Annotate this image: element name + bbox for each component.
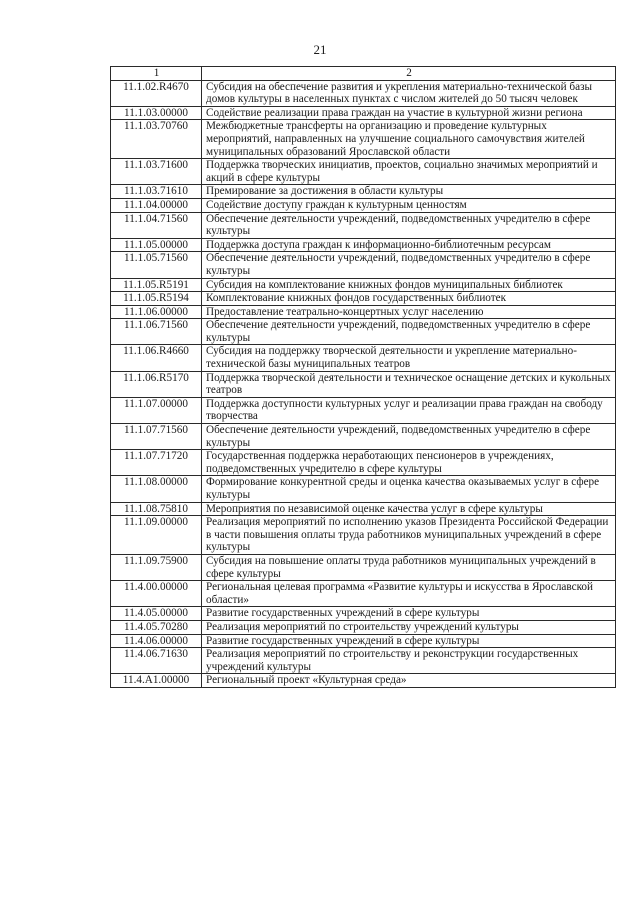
row-code: 11.4.05.70280 — [111, 620, 202, 634]
row-description: Субсидия на комплектование книжных фондов муниципальных библиотек — [202, 278, 616, 292]
table-row — [111, 502, 616, 516]
row-description: Поддержка доступа граждан к информационно-библиотечным ресурсам — [202, 238, 616, 252]
row-description: Обеспечение деятельности учреждений, подведомственных учредителю в сфере культуры — [202, 319, 616, 345]
table-row — [111, 305, 616, 319]
row-description: Субсидия на обеспечение развития и укрепления материально-технической базы домов культуры в населенных пунктах с числом жителей до 50 тысяч человек — [202, 80, 616, 106]
row-code: 11.4.А1.00000 — [111, 674, 202, 688]
table-row — [111, 238, 616, 252]
table-row — [111, 371, 616, 397]
row-description: Премирование за достижения в области культуры — [202, 185, 616, 199]
row-code: 11.1.08.00000 — [111, 476, 202, 502]
row-code: 11.1.07.71560 — [111, 424, 202, 450]
table-row — [111, 554, 616, 580]
row-code: 11.1.04.71560 — [111, 212, 202, 238]
table-row — [111, 634, 616, 648]
table-header-row — [111, 67, 616, 81]
table-row — [111, 80, 616, 106]
row-description: Комплектование книжных фондов государственных библиотек — [202, 292, 616, 306]
row-code: 11.1.04.00000 — [111, 198, 202, 212]
row-code: 11.1.05.R5191 — [111, 278, 202, 292]
row-description: Мероприятия по независимой оценке качества услуг в сфере культуры — [202, 502, 616, 516]
row-code: 11.1.09.00000 — [111, 516, 202, 555]
column-header-code: 1 — [111, 67, 202, 81]
row-code: 11.1.07.71720 — [111, 450, 202, 476]
row-code: 11.4.06.00000 — [111, 634, 202, 648]
row-code: 11.1.03.71600 — [111, 159, 202, 185]
row-description: Предоставление театрально-концертных услуг населению — [202, 305, 616, 319]
row-description: Субсидия на поддержку творческой деятельности и укрепление материально-технической базы муниципальных театров — [202, 345, 616, 371]
row-code: 11.1.03.70760 — [111, 120, 202, 159]
row-description: Поддержка доступности культурных услуг и реализации права граждан на свободу творчества — [202, 397, 616, 423]
page-number: 21 — [313, 42, 327, 57]
table-row — [111, 106, 616, 120]
table-row — [111, 212, 616, 238]
table-row — [111, 581, 616, 607]
row-code: 11.1.08.75810 — [111, 502, 202, 516]
table-row — [111, 252, 616, 278]
row-description: Поддержка творческих инициатив, проектов, социально значимых мероприятий и акций в сфере культуры — [202, 159, 616, 185]
table-row — [111, 674, 616, 688]
row-description: Региональный проект «Культурная среда» — [202, 674, 616, 688]
table-row — [111, 278, 616, 292]
table-body — [111, 80, 616, 687]
table-row — [111, 185, 616, 199]
row-description: Формирование конкурентной среды и оценка качества оказываемых услуг в сфере культуры — [202, 476, 616, 502]
table-row — [111, 292, 616, 306]
table-row — [111, 198, 616, 212]
table-row — [111, 476, 616, 502]
row-code: 11.1.06.71560 — [111, 319, 202, 345]
row-code: 11.4.06.71630 — [111, 648, 202, 674]
column-header-description: 2 — [202, 67, 616, 81]
row-description: Развитие государственных учреждений в сфере культуры — [202, 607, 616, 621]
table-row — [111, 620, 616, 634]
row-description: Реализация мероприятий по строительству и реконструкции государственных учреждений культуры — [202, 648, 616, 674]
row-code: 11.1.09.75900 — [111, 554, 202, 580]
row-description: Реализация мероприятий по строительству учреждений культуры — [202, 620, 616, 634]
row-code: 11.4.00.00000 — [111, 581, 202, 607]
row-code: 11.1.03.71610 — [111, 185, 202, 199]
row-code: 11.1.06.00000 — [111, 305, 202, 319]
table-row — [111, 450, 616, 476]
row-code: 11.1.05.00000 — [111, 238, 202, 252]
table-row — [111, 607, 616, 621]
row-code: 11.4.05.00000 — [111, 607, 202, 621]
row-description: Субсидия на повышение оплаты труда работников муниципальных учреждений в сфере культуры — [202, 554, 616, 580]
row-description: Реализация мероприятий по исполнению указов Президента Российской Федерации в части повышения оплаты труда работников муниципальных учреждений в сфере культуры — [202, 516, 616, 555]
row-code: 11.1.05.R5194 — [111, 292, 202, 306]
row-code: 11.1.03.00000 — [111, 106, 202, 120]
table-row — [111, 319, 616, 345]
row-code: 11.1.07.00000 — [111, 397, 202, 423]
budget-classification-table — [110, 66, 616, 688]
row-description: Обеспечение деятельности учреждений, подведомственных учредителю в сфере культуры — [202, 212, 616, 238]
row-description: Содействие реализации права граждан на участие в культурной жизни региона — [202, 106, 616, 120]
table-row — [111, 159, 616, 185]
table-row — [111, 345, 616, 371]
row-description: Развитие государственных учреждений в сфере культуры — [202, 634, 616, 648]
row-description: Содействие доступу граждан к культурным ценностям — [202, 198, 616, 212]
row-description: Обеспечение деятельности учреждений, подведомственных учредителю в сфере культуры — [202, 252, 616, 278]
row-code: 11.1.06.R4660 — [111, 345, 202, 371]
table-row — [111, 120, 616, 159]
row-code: 11.1.02.R4670 — [111, 80, 202, 106]
row-description: Поддержка творческой деятельности и техническое оснащение детских и кукольных театров — [202, 371, 616, 397]
row-code: 11.1.06.R5170 — [111, 371, 202, 397]
table-row — [111, 424, 616, 450]
table-row — [111, 397, 616, 423]
table-row — [111, 648, 616, 674]
row-description: Государственная поддержка неработающих пенсионеров в учреждениях, подведомственных учредителю в сфере культуры — [202, 450, 616, 476]
table-row — [111, 516, 616, 555]
row-description: Межбюджетные трансферты на организацию и проведение культурных мероприятий, направленных на улучшение социального самочувствия жителей муниципальных образований Ярославской области — [202, 120, 616, 159]
row-description: Региональная целевая программа «Развитие культуры и искусства в Ярославской области» — [202, 581, 616, 607]
row-description: Обеспечение деятельности учреждений, подведомственных учредителю в сфере культуры — [202, 424, 616, 450]
row-code: 11.1.05.71560 — [111, 252, 202, 278]
